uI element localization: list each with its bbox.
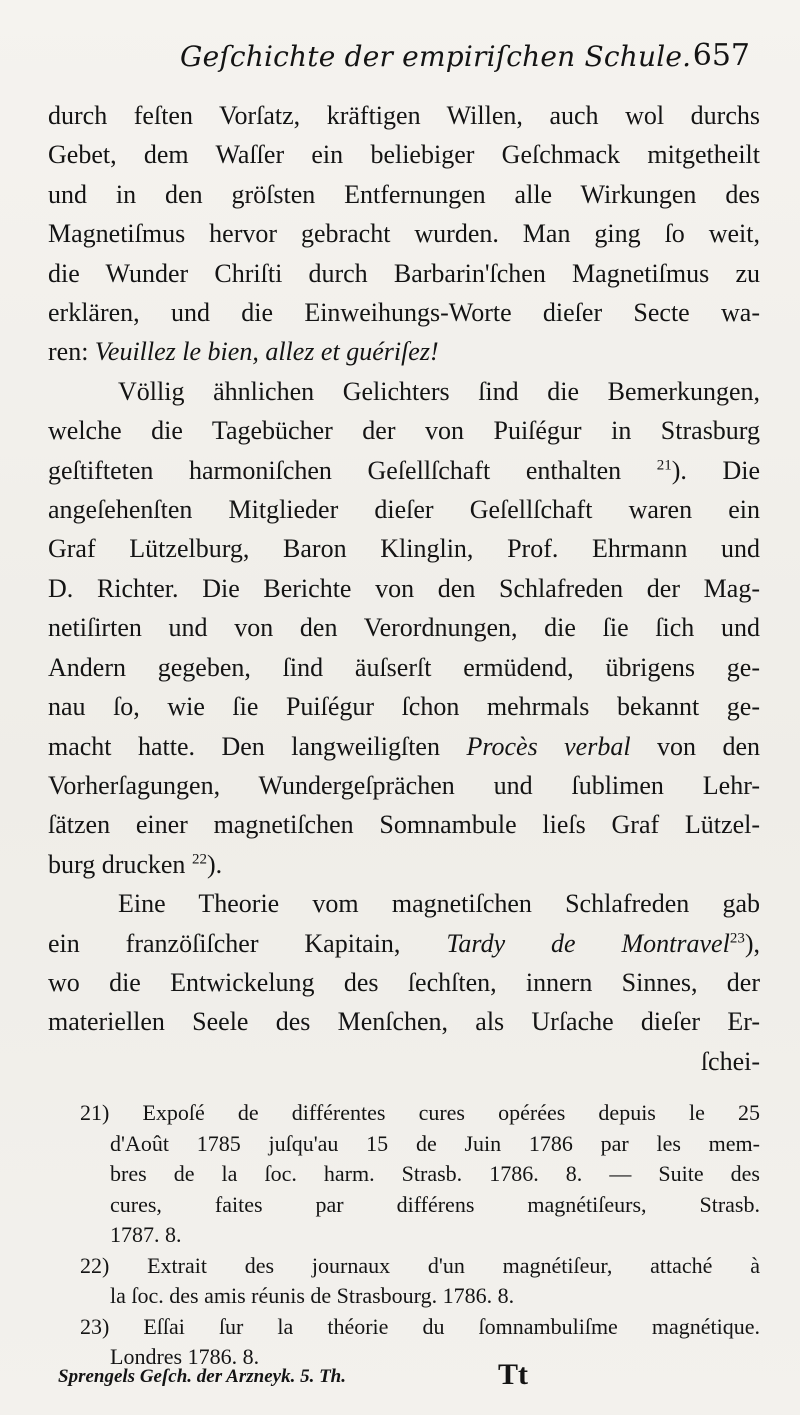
footnote-21 (80, 1098, 760, 1251)
text-line: welche die Tagebücher der von Puiſégur in Strasburg (48, 416, 760, 446)
text-line: materiellen Seele des Menſchen, als Urſache dieſer Er- (48, 1007, 760, 1037)
text-fragment: geſtifteten harmoniſchen Geſellſchaft enthalten (48, 455, 622, 485)
footnote-line: cures, faites par différens magnétiſeurs, Strasb. (110, 1191, 760, 1217)
text-fragment: burg drucken (48, 849, 186, 879)
text-line: Graf Lützelburg, Baron Klinglin, Prof. Ehrmann und (48, 534, 760, 564)
footnote-ref-21: 21 (656, 457, 672, 473)
text-line (48, 845, 760, 884)
page-footer (58, 1360, 740, 1396)
italic-name: Tardy de Montravel (446, 928, 730, 958)
page-header (60, 38, 760, 82)
text-line: nau ſo, wie ſie Puiſégur ſchon mehrmals bekannt ge- (48, 692, 760, 722)
text-line: erklären, und die Einweihungs-Worte dieſer Secte wa- (48, 298, 760, 328)
text-line: Völlig ähnlichen Gelichters ſind die Bemerkungen, (118, 376, 760, 406)
text-line: die Wunder Chriſti durch Barbarin'ſchen Magnetiſmus zu (48, 258, 760, 288)
text-line (48, 727, 760, 766)
footnote-line: 21) Expoſé de différentes cures opérées depuis le 25 (80, 1100, 760, 1125)
text-fragment: ). Die (671, 455, 761, 485)
text-line: Andern gegeben, ſind äuſserſt ermüdend, übrigens ge- (48, 652, 760, 682)
footnotes (80, 1098, 760, 1373)
text-line (48, 924, 760, 963)
italic-term: Procès verbal (466, 731, 631, 761)
text-fragment: ), (744, 928, 760, 958)
text-fragment: macht hatte. Den langweiligſten (48, 731, 440, 761)
text-line: angeſehenſten Mitglieder dieſer Geſellſchaft waren ein (48, 495, 760, 525)
text-line: und in den gröſsten Entfernungen alle Wirkungen des (48, 179, 760, 209)
main-text (48, 96, 760, 1081)
footnote-line: d'Août 1785 juſqu'au 15 de Juin 1786 par les mem- (110, 1130, 760, 1156)
footnote-ref-22: 22 (191, 851, 207, 868)
footnote-line: 1787. 8. (110, 1222, 182, 1247)
text-line: Magnetiſmus hervor gebracht wurden. Man ging ſo weit, (48, 219, 760, 249)
text-line: Vorherſagungen, Wundergeſprächen und ſublimen Lehr- (48, 770, 760, 800)
text-fragment: von den (657, 731, 761, 761)
text-fragment: ein franzöſiſcher Kapitain, (48, 928, 401, 958)
running-head: Geſchichte der empiriſchen Schule. (180, 40, 692, 73)
signature-line: Sprengels Geſch. der Arzneyk. 5. Th. (58, 1366, 346, 1387)
text-line: Eine Theorie vom magnetiſchen Schlafreden gab (118, 889, 760, 919)
page-number: 657 (692, 38, 750, 73)
footnote-line: 23) Eſſai ſur la théorie du ſomnambuliſme magnétique. (80, 1313, 760, 1339)
footnote-22 (80, 1251, 760, 1312)
footnote-line: 22) Extrait des journaux d'un magnétiſeur, attaché à (80, 1252, 760, 1278)
footnote-line: bres de la ſoc. harm. Strasb. 1786. 8. — Suite des (110, 1161, 760, 1186)
footnote-line: la ſoc. des amis réunis de Strasbourg. 1786. 8. (110, 1283, 515, 1308)
text-line (48, 451, 760, 490)
catchword: ſchei- (700, 1046, 760, 1076)
footnote-ref-23: 23 (729, 929, 745, 946)
text-line: wo die Entwickelung des ſechſten, innern Sinnes, der (48, 967, 760, 997)
text-fragment: ). (206, 849, 223, 879)
text-line: Gebet, dem Waſſer ein beliebiger Geſchmack mitgetheilt (48, 140, 760, 170)
footnote-line: Londres 1786. 8. (110, 1344, 260, 1369)
text-fragment: ren: (48, 337, 89, 367)
text-line: D. Richter. Die Berichte von den Schlafreden der Mag- (48, 573, 760, 603)
text-line (48, 332, 760, 371)
text-line: netiſirten und von den Verordnungen, die ſie ſich und (48, 613, 760, 643)
sheet-mark: Tt (498, 1358, 528, 1391)
text-line: durch feſten Vorſatz, kräftigen Willen, auch wol durchs (48, 101, 760, 130)
italic-quote: Veuillez le bien, allez et guériſez! (94, 337, 439, 367)
text-line: ſätzen einer magnetiſchen Somnambule lieſs Graf Lützel- (48, 810, 760, 840)
